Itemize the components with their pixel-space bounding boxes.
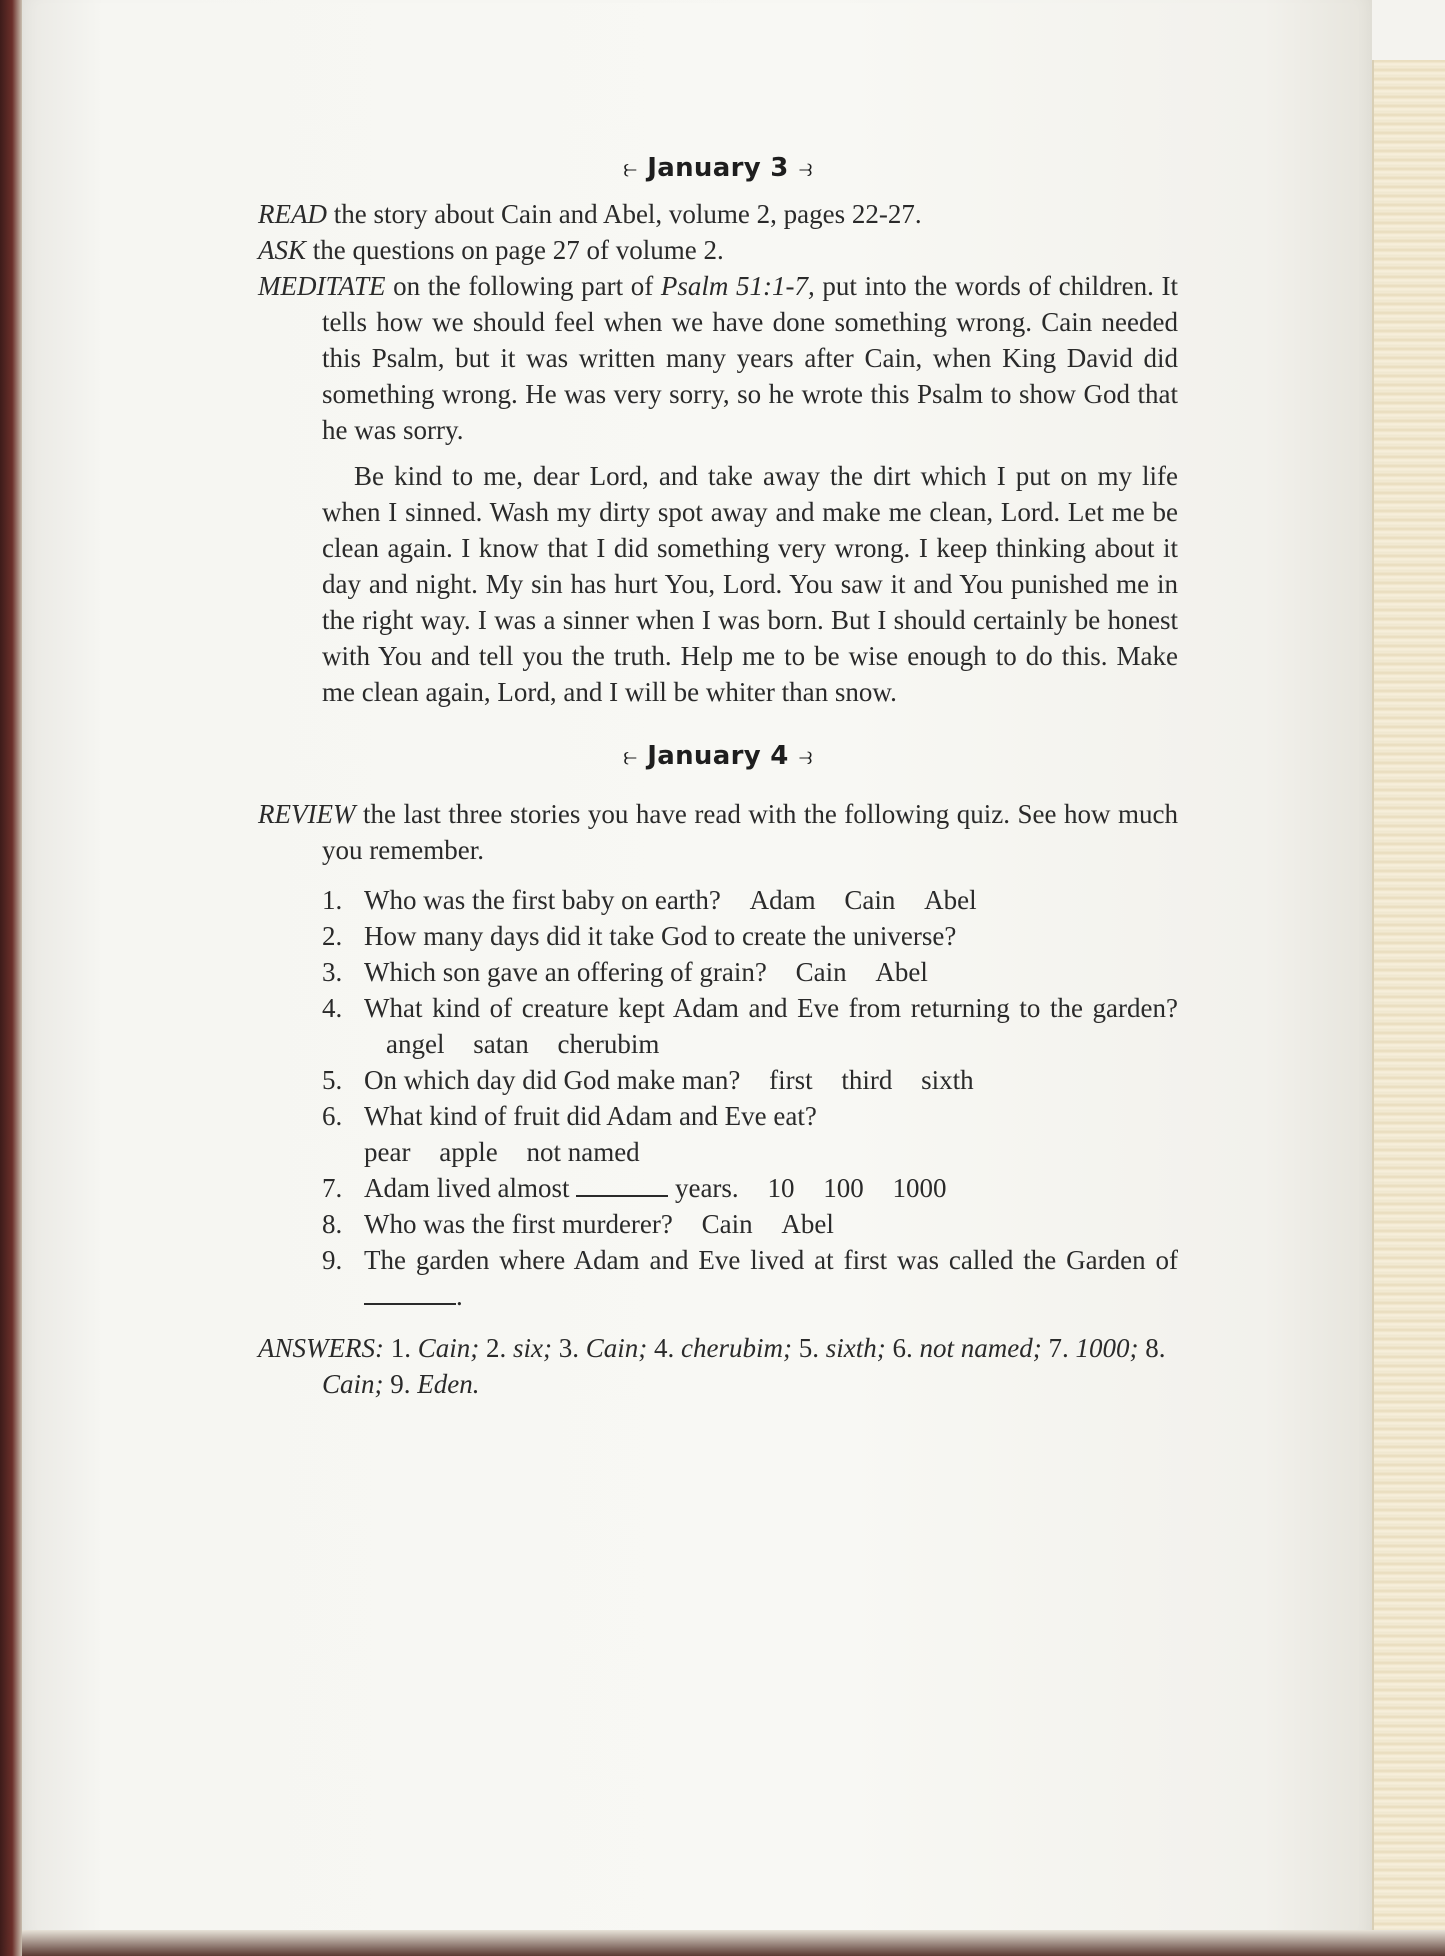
quiz-question xyxy=(322,882,1178,918)
question-number: 4. xyxy=(322,993,343,1023)
heading-text: January 3 xyxy=(647,153,789,183)
answer-value: Cain; xyxy=(322,1369,384,1399)
answer-option: not named xyxy=(526,1137,640,1167)
left-ornament-icon: ⥼ xyxy=(623,742,638,770)
question-number: 7. xyxy=(322,1173,343,1203)
answer-option: first xyxy=(769,1065,813,1095)
quiz-list xyxy=(322,882,1178,1314)
answer-number: 6. xyxy=(892,1333,913,1363)
quiz-question xyxy=(322,918,1178,954)
left-ornament-icon: ⥼ xyxy=(623,154,638,182)
answer-number: 4. xyxy=(654,1333,675,1363)
meditate-keyword: MEDITATE xyxy=(258,271,386,301)
fill-in-blank xyxy=(576,1177,668,1197)
quiz-question xyxy=(322,1062,1178,1098)
answer-option: Cain xyxy=(701,1209,753,1239)
answer-option: third xyxy=(841,1065,893,1095)
fill-in-blank xyxy=(364,1285,456,1305)
right-ornament-icon: ⥽ xyxy=(798,742,813,770)
ask-keyword: ASK xyxy=(258,235,307,265)
read-text: the story about Cain and Abel, volume 2, pages 22-27. xyxy=(333,199,922,229)
review-keyword: REVIEW xyxy=(258,799,356,829)
answer-option: sixth xyxy=(921,1065,974,1095)
answer-option: cherubim xyxy=(557,1029,660,1059)
review-instruction xyxy=(258,796,1178,868)
question-number: 3. xyxy=(322,957,343,987)
answer-option: 1000 xyxy=(892,1173,947,1203)
answer-number: 3. xyxy=(558,1333,579,1363)
question-text: Adam lived almost xyxy=(364,1173,570,1203)
question-number: 6. xyxy=(322,1101,343,1131)
answer-option: Abel xyxy=(781,1209,834,1239)
question-text: What kind of fruit did Adam and Eve eat? xyxy=(364,1101,817,1131)
answer-value: sixth; xyxy=(825,1333,886,1363)
quiz-question xyxy=(322,1206,1178,1242)
right-ornament-icon: ⥽ xyxy=(798,154,813,182)
answer-value: six; xyxy=(513,1333,552,1363)
ask-text: the questions on page 27 of volume 2. xyxy=(312,235,724,265)
section-heading-jan4 xyxy=(258,738,1178,774)
quiz-question xyxy=(322,1170,1178,1206)
answer-option: satan xyxy=(473,1029,529,1059)
answer-option: angel xyxy=(386,1029,445,1059)
meditate-instruction xyxy=(258,268,1178,448)
review-text: the last three stories you have read with the following quiz. See how much you remember. xyxy=(322,799,1178,865)
quiz-question xyxy=(322,990,1178,1062)
question-number: 5. xyxy=(322,1065,343,1095)
answer-number: 1. xyxy=(390,1333,411,1363)
question-text: Who was the first murderer? xyxy=(364,1209,673,1239)
answer-value: Cain; xyxy=(417,1333,480,1363)
answer-option: Cain xyxy=(795,957,847,987)
question-text-post: years. xyxy=(674,1173,739,1203)
question-number: 9. xyxy=(322,1245,343,1275)
question-text: Who was the first baby on earth? xyxy=(364,885,721,915)
quiz-question xyxy=(322,1242,1178,1314)
answer-number: 8. xyxy=(1145,1333,1166,1363)
answer-value: Eden. xyxy=(417,1369,480,1399)
book-bottom-edge xyxy=(22,1930,1445,1956)
read-keyword: READ xyxy=(258,199,327,229)
answers-line xyxy=(258,1330,1178,1402)
answer-number: 9. xyxy=(390,1369,411,1399)
section-heading-jan3 xyxy=(258,150,1178,186)
answer-option: 10 xyxy=(767,1173,795,1203)
answer-option: Adam xyxy=(749,885,816,915)
read-instruction xyxy=(258,196,1178,232)
cover-corner xyxy=(1372,0,1445,60)
book-spine-left xyxy=(0,0,22,1956)
answer-option: apple xyxy=(439,1137,498,1167)
heading-text: January 4 xyxy=(647,741,789,771)
quiz-question xyxy=(322,954,1178,990)
question-number: 1. xyxy=(322,885,343,915)
answer-option: Cain xyxy=(844,885,896,915)
answer-option: pear xyxy=(364,1137,411,1167)
answer-number: 7. xyxy=(1048,1333,1069,1363)
question-text: The garden where Adam and Eve lived at first was called the Garden of xyxy=(364,1245,1178,1275)
answer-value: not named; xyxy=(919,1333,1042,1363)
answers-keyword: ANSWERS: xyxy=(258,1333,384,1363)
answer-number: 2. xyxy=(486,1333,507,1363)
answer-value: Cain; xyxy=(585,1333,648,1363)
meditate-text-pre: on the following part of xyxy=(393,271,654,301)
question-text: How many days did it take God to create the universe? xyxy=(364,921,957,951)
meditate-text-post: put into the words of children. It tells how we should feel when we have done something wrong. Cain needed this Psalm, but it was written many years after Cain, when King David did something wrong. He was very sorry, so he wrote this Psalm to show God that he was sorry. xyxy=(322,271,1179,445)
question-text-post: . xyxy=(456,1281,463,1311)
quiz-question xyxy=(322,1098,1178,1170)
answer-value: 1000; xyxy=(1075,1333,1139,1363)
answer-number: 5. xyxy=(798,1333,819,1363)
answer-option: Abel xyxy=(924,885,977,915)
answer-option: 100 xyxy=(823,1173,864,1203)
question-text: What kind of creature kept Adam and Eve from returning to the garden? xyxy=(364,993,1178,1023)
answer-option: Abel xyxy=(875,957,928,987)
psalm-reference: Psalm 51:1-7, xyxy=(660,271,815,301)
answer-value: cherubim; xyxy=(681,1333,792,1363)
page-content xyxy=(258,150,1178,1402)
question-text: Which son gave an offering of grain? xyxy=(364,957,767,987)
prayer-paragraph: Be kind to me, dear Lord, and take away the dirt which I put on my life when I sinned. Wash my dirty spot away and make me clean, Lord. Let me be clean again. I know that I did something very wrong. I keep thinking about it day and night. My sin has hurt You, Lord. You saw it and You punished me in the right way. I was a sinner when I was born. But I should certainly be honest with You and tell you the truth. Help me to be wise enough to do this. Make me clean again, Lord, and I will be whiter than snow. xyxy=(322,461,1178,707)
question-number: 8. xyxy=(322,1209,343,1239)
question-number: 2. xyxy=(322,921,343,951)
question-text: On which day did God make man? xyxy=(364,1065,741,1095)
book-cover-edge xyxy=(1372,60,1445,1930)
ask-instruction xyxy=(258,232,1178,268)
